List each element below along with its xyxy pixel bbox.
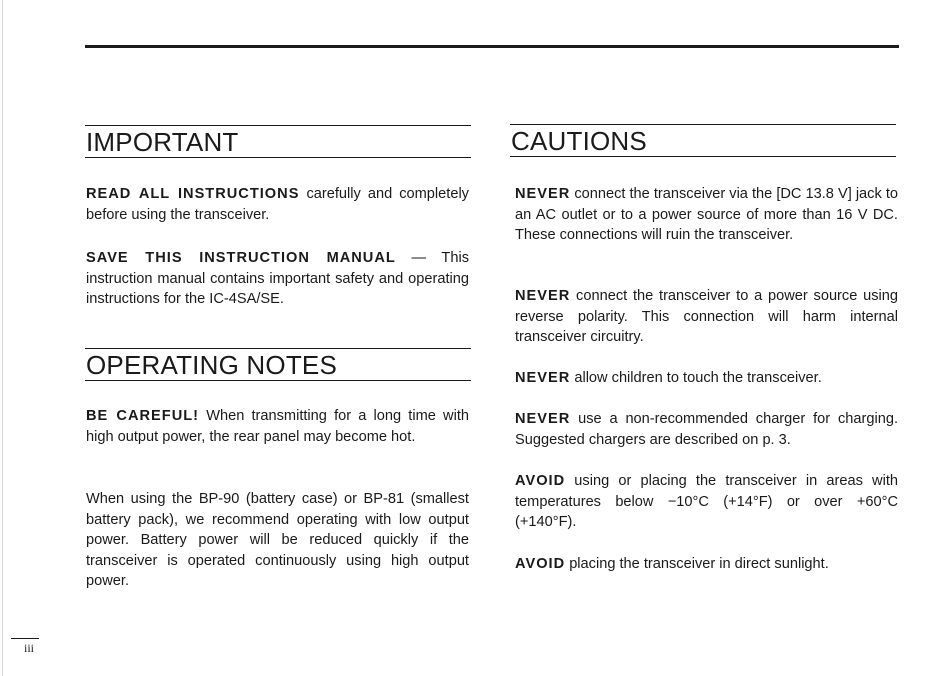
caution-lead: NEVER [515, 186, 571, 202]
caution-children [515, 368, 898, 389]
save-manual-paragraph [86, 248, 469, 310]
operating-notes-heading: OPERATING NOTES [86, 350, 337, 380]
caution-lead: AVOID [515, 556, 566, 572]
read-instructions-lead: READ ALL INSTRUCTIONS [86, 186, 300, 202]
page-number-rule [11, 638, 39, 639]
caution-lead: AVOID [515, 473, 566, 489]
save-manual-lead: SAVE THIS INSTRUCTION MANUAL [86, 250, 396, 266]
page-number: iii [24, 641, 35, 655]
operating-notes-heading-block [85, 348, 471, 381]
important-heading-block [85, 125, 471, 158]
battery-paragraph [86, 489, 469, 592]
cautions-heading: CAUTIONS [511, 126, 647, 156]
caution-dc-jack [515, 184, 898, 246]
top-rule [85, 45, 899, 48]
caution-text: allow children to touch the transceiver. [570, 370, 822, 386]
heading-underline [85, 380, 471, 381]
be-careful-lead: BE CAREFUL! [86, 408, 200, 424]
caution-text: use a non-recommended charger for charging. Suggested chargers are described on p. 3. [515, 411, 898, 448]
caution-text: connect the transceiver to a power source using reverse polarity. This connection will harm internal transceiver circuitry. [515, 288, 898, 345]
save-manual-text: — This instruction manual contains important safety and operating instructions for the IC-4SA/SE. [86, 250, 469, 307]
caution-lead: NEVER [515, 370, 571, 386]
read-instructions-paragraph [86, 184, 469, 225]
important-heading: IMPORTANT [86, 127, 239, 157]
battery-text: When using the BP-90 (battery case) or BP-81 (smallest battery pack), we recommend operating with low output power. Battery power will be reduced quickly if the transceiver is operated continuously using high output power. [86, 491, 469, 589]
be-careful-text: When transmitting for a long time with high output power, the rear panel may become hot. [86, 408, 469, 445]
caution-sunlight [515, 554, 898, 575]
read-instructions-text: carefully and completely before using the transceiver. [86, 186, 469, 223]
caution-text: connect the transceiver via the [DC 13.8 V] jack to an AC outlet or to a power source of more than 16 V DC. These connections will ruin the transceiver. [515, 186, 898, 243]
caution-charger [515, 409, 898, 450]
caution-text: placing the transceiver in direct sunlight. [565, 556, 829, 572]
be-careful-paragraph [86, 406, 469, 447]
caution-lead: NEVER [515, 411, 571, 427]
caution-reverse-polarity [515, 286, 898, 348]
caution-temperature [515, 471, 898, 533]
cautions-heading-block [510, 124, 896, 157]
caution-text: using or placing the transceiver in areas with temperatures below −10°C (+14°F) or over +60°C (+140°F). [515, 473, 898, 530]
heading-underline [85, 157, 471, 158]
caution-lead: NEVER [515, 288, 571, 304]
heading-underline [510, 156, 896, 157]
page-edge [2, 0, 3, 676]
